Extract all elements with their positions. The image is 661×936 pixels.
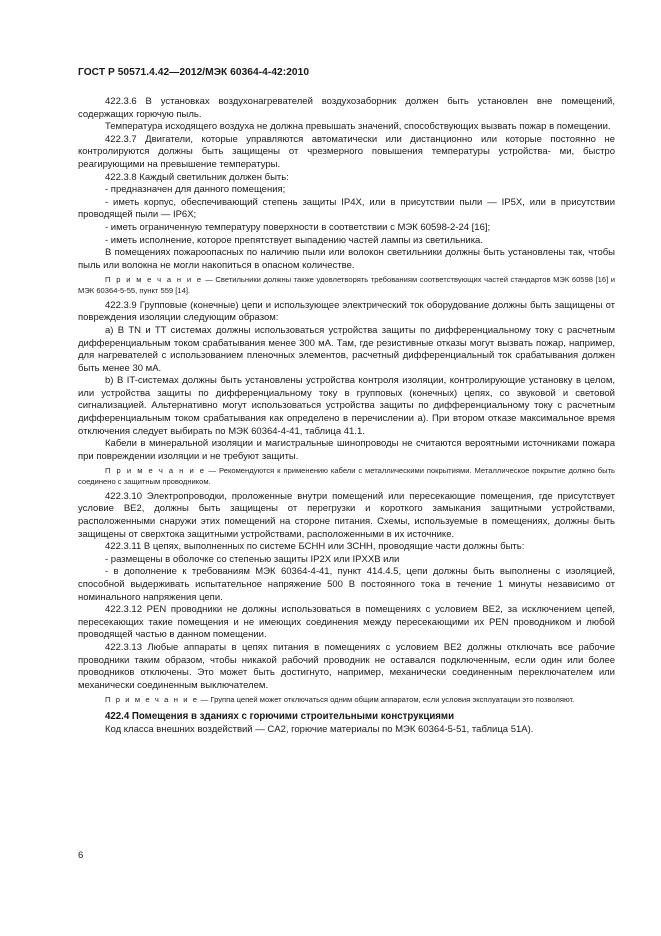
body-paragraph: Код класса внешних воздействий — CA2, горючие материалы по МЭК 60364-5-51, таблица 51A). — [105, 723, 534, 735]
body-paragraph: - предназначен для данного помещения; — [105, 184, 286, 196]
note-text: — Группа цепей может отключаться одним общим аппаратом, если условия эксплуатации это позволяют. — [198, 695, 575, 705]
body-paragraph: В помещениях пожароопасных по наличию пыли или волокон светильники должны быть установлены так, чтобы пыль или волокна не могли накопиться в опасном количестве. — [78, 247, 615, 271]
note-label: П р и м е ч а н и е — [105, 466, 206, 476]
body-paragraph: - размещены в оболочке со степенью защиты IP2X или IPXXB или — [105, 553, 400, 565]
body-paragraph: 422.3.11 В цепях, выполненных по системе БСНН или ЗСНН, проводящие части должны быть: — [105, 541, 525, 553]
body-paragraph: 422.3.10 Электропроводки, проложенные внутри помещений или пересекающие помещения, где присутствует условие BE2, должны быть защищены от перегрузки и короткого замыкания защитными устройствами, расположенными снаружи этих помещений на стороне питания. Схемы, используемые в помещениях, должны быть защищены от сверхтока защитными устройствами, расположенными в их источнике. — [78, 490, 615, 540]
body-paragraph: - иметь корпус, обеспечивающий степень защиты IP4X, или в присутствии пыли — IP5X, или в присутствии проводящей пыли — IP6X; — [78, 196, 615, 221]
section-heading: 422.4 Помещения в зданиях с горючими строительными конструкциями — [105, 710, 455, 722]
body-paragraph: - иметь исполнение, которое препятствует выпадению частей лампы из светильника. — [105, 234, 483, 246]
body-paragraph: 422.3.8 Каждый светильник должен быть: — [105, 171, 289, 183]
note-label: П р и м е ч а н и е — [105, 695, 199, 705]
body-paragraph: Температура исходящего воздуха не должна превышать значений, способствующих вызвать пожар в помещении. — [105, 121, 611, 133]
document-body — [78, 96, 615, 736]
note-text: — Светильники должны также удовлетворять требованиям соответствующих частей стандартов МЭК 60598 [16] и МЭК 60364-5-55, пункт 559 [14]. — [78, 275, 615, 295]
note-paragraph — [78, 695, 615, 705]
body-paragraph: Кабели в минеральной изоляции и магистральные шинопроводы не считаются вероятными источниками пожара при повреждении изоляции и не требуют защиты. — [78, 438, 615, 462]
note-label: П р и м е ч а н и е — [105, 275, 203, 285]
body-paragraph: 422.3.7 Двигатели, которые управляются автоматически или дистанционно или которые постоянно не контролируются должны быть защищены от чрезмерного повышения температуры устройства- ми, быстро реагирующими на превышение температуры. — [78, 133, 615, 170]
body-paragraph: 422.3.12 PEN проводники не должны использоваться в помещениях с условием BE2, за исключением цепей, пересекающих такие помещения и не имеющих соединения между пересекающими их PEN проводником и любой проводящей частью в данном помещении. — [78, 604, 615, 641]
document-header: ГОСТ Р 50571.4.42—2012/МЭК 60364-4-42:2010 — [78, 67, 310, 78]
body-paragraph: a) В TN и TT системах должны использоваться устройства защиты по дифференциальному току с расчетным дифференциальным током срабатывания менее 300 мА. Там, где резистивные отказы могут вызвать пожар, например, для нагревателей с использованием пленочных элементов, расчетный дифференциальный ток срабатывания должен быть менее 30 мА. — [78, 324, 615, 374]
body-paragraph: - иметь ограниченную температуру поверхности в соответствии с МЭК 60598-2-24 [16]; — [105, 221, 491, 233]
body-paragraph: - в дополнение к требованиям МЭК 60364-4-41, пункт 414.4.5, цепи должны быть выполнены с изоляцией, способной выдерживать испытательное напряжение 500 В постоянного тока в течение 1 минуты независимо от номинального напряжения цепи. — [78, 566, 615, 603]
body-paragraph: 422.3.6 В установках воздухонагревателей воздухозаборник должен быть установлен вне помещений, содержащих горючую пыль. — [78, 96, 615, 120]
body-paragraph: 422.3.9 Групповые (конечные) цепи и использующее электрический ток оборудование должны быть защищены от повреждения изоляции следующим образом: — [78, 299, 615, 324]
note-text: — Рекомендуются к применению кабели с металлическими покрытиями. Металлическое покрытие должно быть соединено с защитным проводником. — [78, 466, 616, 486]
body-paragraph: 422.3.13 Любые аппараты в цепях питания в помещениях с условием BE2 должны отключать все рабочие проводники таким образом, чтобы никакой рабочий проводник не оставался подключенным, если один или более проводников отключены. Это может быть достигнуто, например, механически соединенным переключателем или механически соединенным выключателем. — [78, 641, 615, 691]
body-paragraph: b) В IT-системах должны быть установлены устройства контроля изоляции, контролирующие установку в целом, или устройства защиты по дифференциальному току в групповых (конечных) цепях, со звуковой и световой сигнализацией. Альтернативно могут использоваться устройства защиты по дифференциальному току с расчетным дифференциальным током срабатывания как определено в перечислении a). При втором отказе максимальное время отключения следует выбирать по МЭК 60364-4-41, таблица 41.1. — [78, 375, 615, 437]
page-number: 6 — [78, 850, 84, 861]
note-paragraph — [78, 466, 615, 486]
note-paragraph — [78, 275, 615, 295]
